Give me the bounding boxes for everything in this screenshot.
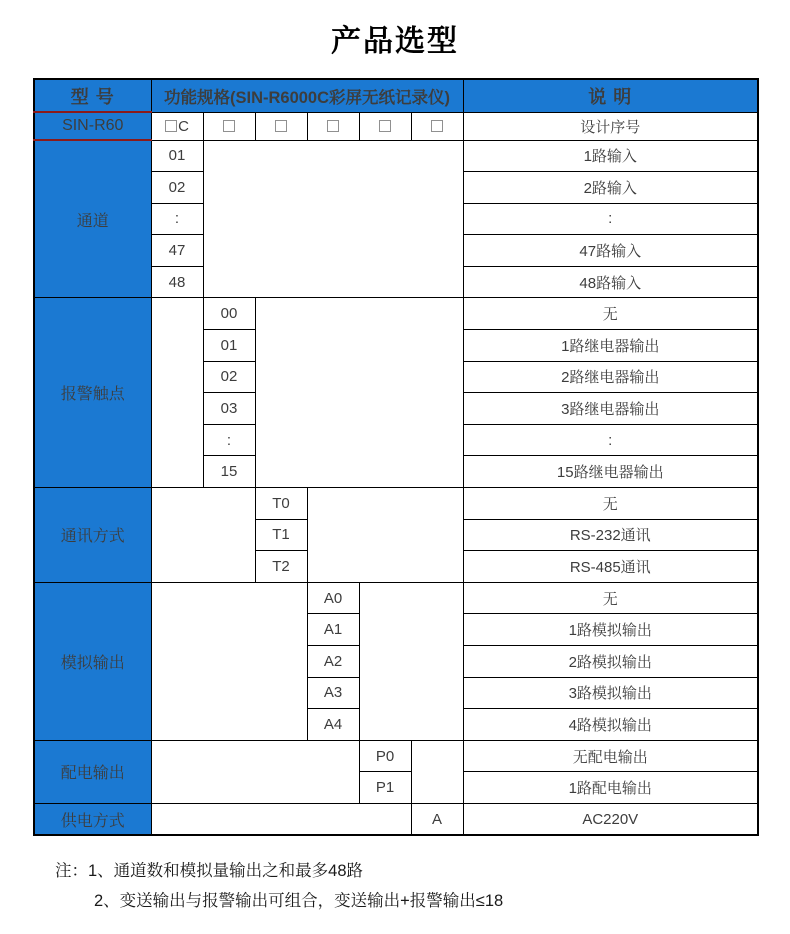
option-desc-cell: 无 — [463, 298, 758, 330]
option-code-cell: A4 — [307, 709, 359, 741]
option-desc-cell: : — [463, 203, 758, 235]
footnotes — [55, 856, 790, 916]
spec-box-cell — [255, 112, 307, 140]
section-label: 配电输出 — [34, 740, 151, 803]
option-code-cell: A3 — [307, 677, 359, 709]
note-prefix: 注： — [55, 862, 88, 881]
spec-box-cell — [203, 112, 255, 140]
option-code-cell: T1 — [255, 519, 307, 551]
option-code-cell: 01 — [203, 330, 255, 362]
spec-box-cell — [151, 112, 203, 140]
option-code-cell: T2 — [255, 551, 307, 583]
box-suffix: C — [178, 117, 189, 135]
option-code-cell: : — [151, 203, 203, 235]
merged-empty-cell — [359, 582, 463, 740]
section-label: 供电方式 — [34, 803, 151, 835]
table-row — [34, 488, 758, 520]
option-desc-cell: 4路模拟输出 — [463, 709, 758, 741]
option-code-cell: 03 — [203, 393, 255, 425]
option-code-cell: P1 — [359, 772, 411, 804]
page — [0, 22, 790, 934]
checkbox-icon — [165, 120, 177, 132]
product-selection-table — [33, 78, 759, 836]
merged-empty-cell — [151, 740, 359, 803]
option-code-cell: 01 — [151, 140, 203, 172]
option-desc-cell: 1路配电输出 — [463, 772, 758, 804]
section-label: 通讯方式 — [34, 488, 151, 583]
option-desc-cell: AC220V — [463, 803, 758, 835]
option-code-cell: 47 — [151, 235, 203, 267]
spec-box-cell — [411, 112, 463, 140]
option-desc-cell: 1路继电器输出 — [463, 330, 758, 362]
option-code-cell: 00 — [203, 298, 255, 330]
spec-box-cell — [359, 112, 411, 140]
option-code-cell: 15 — [203, 456, 255, 488]
checkbox-icon — [379, 120, 391, 132]
note-line-2: 2、变送输出与报警输出可组合，变送输出+报警输出≤18 — [94, 892, 504, 911]
merged-empty-cell — [203, 140, 463, 298]
option-desc-cell: 1路输入 — [463, 140, 758, 172]
option-code-cell: 48 — [151, 266, 203, 298]
merged-empty-cell — [255, 298, 463, 488]
option-desc-cell: 无 — [463, 582, 758, 614]
page-title: 产品选型 — [331, 25, 459, 58]
table-row — [34, 298, 758, 330]
note-line-1 — [55, 856, 790, 886]
checkbox-icon — [327, 120, 339, 132]
option-desc-cell: 48路输入 — [463, 266, 758, 298]
note-text: 1、通道数和模拟量输出之和最多48路 — [88, 862, 364, 881]
option-code-cell: A0 — [307, 582, 359, 614]
section-label: 模拟输出 — [34, 582, 151, 740]
section-label: 报警触点 — [34, 298, 151, 488]
table-row — [34, 740, 758, 772]
model-number: SIN-R60 — [34, 112, 151, 140]
table-row — [34, 582, 758, 614]
header-spec: 功能规格(SIN-R6000C彩屏无纸记录仪) — [151, 79, 463, 112]
option-code-cell: A1 — [307, 614, 359, 646]
model-row — [34, 112, 758, 140]
option-desc-cell: 3路模拟输出 — [463, 677, 758, 709]
option-desc-cell: 2路输入 — [463, 172, 758, 204]
option-code-cell: A — [411, 803, 463, 835]
option-code-cell: 02 — [151, 172, 203, 204]
section-label: 通道 — [34, 140, 151, 298]
checkbox-icon — [275, 120, 287, 132]
table-row — [34, 803, 758, 835]
option-desc-cell: RS-232通讯 — [463, 519, 758, 551]
option-desc-cell: 2路继电器输出 — [463, 361, 758, 393]
table-row — [34, 140, 758, 172]
option-desc-cell: 3路继电器输出 — [463, 393, 758, 425]
option-desc-cell: 2路模拟输出 — [463, 646, 758, 678]
option-desc-cell: 无 — [463, 488, 758, 520]
merged-empty-cell — [411, 740, 463, 803]
option-desc-cell: 无配电输出 — [463, 740, 758, 772]
merged-empty-cell — [307, 488, 463, 583]
option-desc-cell: : — [463, 424, 758, 456]
merged-empty-cell — [151, 803, 411, 835]
model-desc: 设计序号 — [463, 112, 758, 140]
header-model: 型 号 — [34, 79, 151, 112]
option-code-cell: : — [203, 424, 255, 456]
checkbox-icon — [223, 120, 235, 132]
option-desc-cell: 15路继电器输出 — [463, 456, 758, 488]
option-desc-cell: 47路输入 — [463, 235, 758, 267]
option-code-cell: T0 — [255, 488, 307, 520]
option-desc-cell: 1路模拟输出 — [463, 614, 758, 646]
option-code-cell: P0 — [359, 740, 411, 772]
checkbox-icon — [431, 120, 443, 132]
option-desc-cell: RS-485通讯 — [463, 551, 758, 583]
merged-empty-cell — [151, 298, 203, 488]
spec-box-cell — [307, 112, 359, 140]
option-code-cell: A2 — [307, 646, 359, 678]
merged-empty-cell — [151, 582, 307, 740]
merged-empty-cell — [151, 488, 255, 583]
header-desc: 说 明 — [463, 79, 758, 112]
option-code-cell: 02 — [203, 361, 255, 393]
table-header-row — [34, 79, 758, 112]
